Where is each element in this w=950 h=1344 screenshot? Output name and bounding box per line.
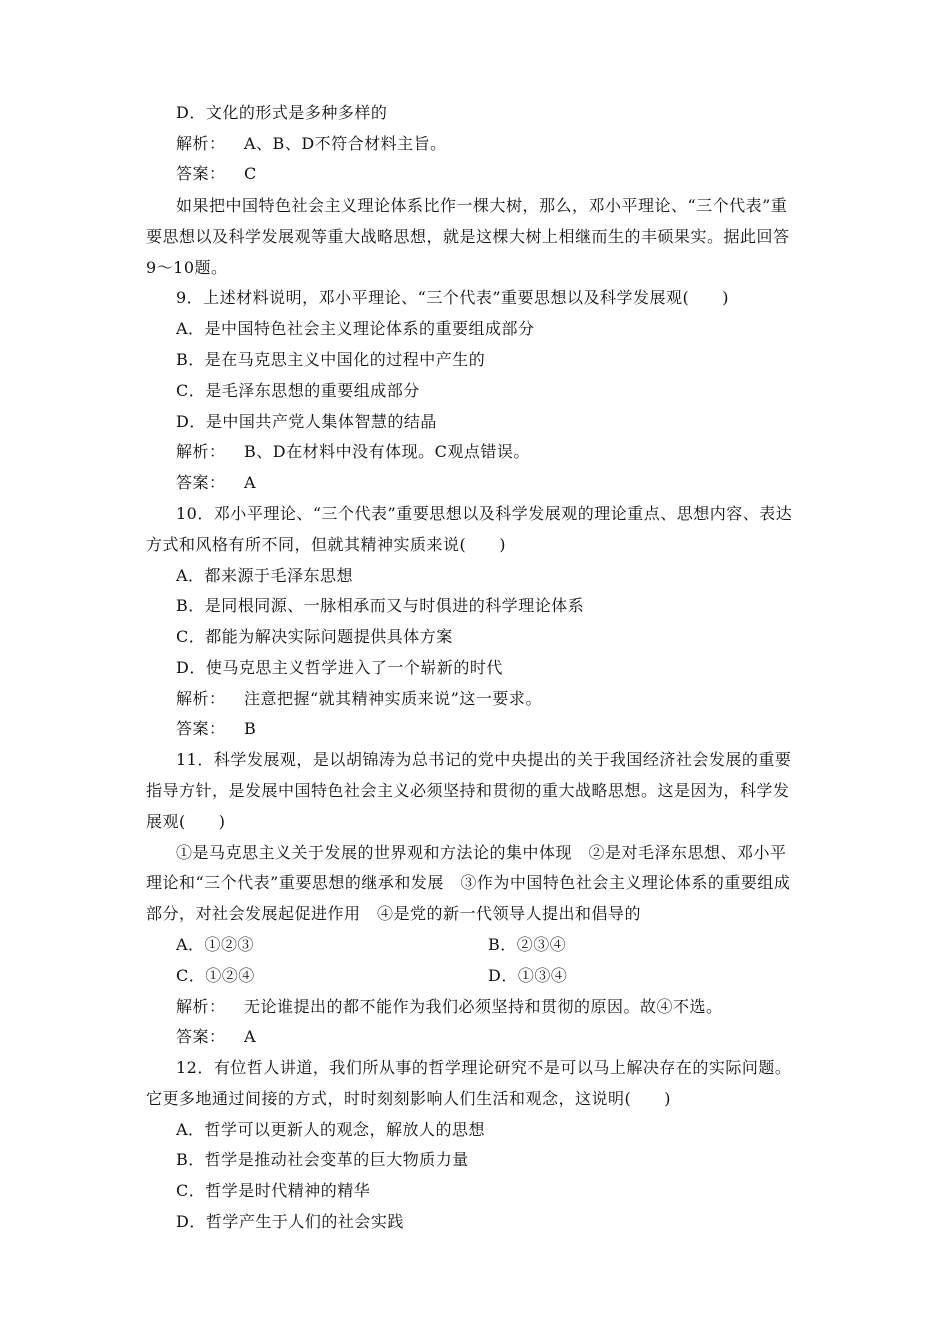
- q11-option-d: D．①③④: [488, 966, 568, 985]
- prev-answer: [176, 164, 257, 184]
- q10-stem-line-2: 方式和风格有所不同，但就其精神实质来说( ): [146, 535, 506, 554]
- q9-option-c: C．是毛泽东思想的重要组成部分: [176, 381, 420, 400]
- q9-option-d: D．是中国共产党人集体智慧的结晶: [176, 412, 437, 431]
- q11-statements-line-3: 部分，对社会发展起促进作用 ④是党的新一代领导人提出和倡导的: [146, 904, 642, 923]
- q9-analysis: [176, 442, 530, 462]
- q11-stem-line-3: 展观( ): [146, 812, 226, 831]
- analysis-text: B、D在材料中没有体现。C观点错误。: [244, 442, 530, 461]
- q11-option-a: A．①②③: [176, 935, 255, 954]
- analysis-label: 解析：: [176, 442, 226, 461]
- q12-option-d: D．哲学产生于人们的社会实践: [176, 1212, 404, 1231]
- q11-statements-line-2: 理论和“三个代表”重要思想的继承和发展 ③作为中国特色社会主义理论体系的重要组成: [146, 873, 791, 892]
- answer-label: 答案：: [176, 473, 226, 492]
- answer-label: 答案：: [176, 719, 226, 738]
- q10-option-d: D．使马克思主义哲学进入了一个崭新的时代: [176, 658, 503, 677]
- analysis-text: A、B、D不符合材料主旨。: [244, 134, 447, 153]
- analysis-label: 解析：: [176, 997, 226, 1016]
- q11-analysis: [176, 997, 723, 1017]
- q10-analysis: [176, 689, 542, 709]
- q10-option-a: A．都来源于毛泽东思想: [176, 566, 354, 585]
- q10-answer: [176, 719, 256, 739]
- answer-text: A: [244, 1027, 257, 1046]
- q9-option-b: B．是在马克思主义中国化的过程中产生的: [176, 350, 486, 369]
- answer-label: 答案：: [176, 164, 226, 183]
- q10-option-c: C．都能为解决实际问题提供具体方案: [176, 627, 453, 646]
- analysis-text: 无论谁提出的都不能作为我们必须坚持和贯彻的原因。故④不选。: [244, 997, 723, 1016]
- q11-statements-line-1: ①是马克思主义关于发展的世界观和方法论的集中体现 ②是对毛泽东思想、邓小平: [176, 843, 787, 862]
- answer-text: A: [244, 473, 257, 492]
- q11-option-c: C．①②④: [176, 966, 255, 985]
- q9-answer: [176, 473, 256, 493]
- analysis-label: 解析：: [176, 689, 226, 708]
- q12-option-b: B．哲学是推动社会变革的巨大物质力量: [176, 1150, 469, 1169]
- q11-option-b: B．②③④: [488, 935, 567, 954]
- q12-option-a: A．哲学可以更新人的观念，解放人的思想: [176, 1120, 486, 1139]
- q9-stem: 9．上述材料说明，邓小平理论、“三个代表”重要思想以及科学发展观( ): [176, 288, 730, 307]
- material-line-3: 9～10题。: [146, 258, 228, 277]
- analysis-text: 注意把握“就其精神实质来说”这一要求。: [244, 689, 542, 708]
- answer-text: B: [244, 719, 257, 738]
- prev-option-d: D．文化的形式是多种多样的: [176, 103, 388, 122]
- q10-stem-line-1: 10．邓小平理论、“三个代表”重要思想以及科学发展观的理论重点、思想内容、表达: [176, 504, 793, 523]
- prev-analysis: [176, 134, 447, 154]
- q10-option-b: B．是同根同源、一脉相承而又与时俱进的科学理论体系: [176, 596, 585, 615]
- material-line-1: 如果把中国特色社会主义理论体系比作一棵大树，那么，邓小平理论、“三个代表”重: [176, 196, 788, 215]
- q11-stem-line-2: 指导方针，是发展中国特色社会主义必须坚持和贯彻的重大战略思想。这是因为，科学发: [146, 781, 790, 800]
- q12-option-c: C．哲学是时代精神的精华: [176, 1181, 371, 1200]
- q11-stem-line-1: 11．科学发展观，是以胡锦涛为总书记的党中央提出的关于我国经济社会发展的重要: [176, 750, 792, 769]
- q12-stem-line-2: 它更多地通过间接的方式，时时刻刻影响人们生活和观念，这说明( ): [146, 1089, 671, 1108]
- answer-text: C: [244, 164, 257, 183]
- q11-answer: [176, 1027, 256, 1047]
- q12-stem-line-1: 12．有位哲人讲道，我们所从事的哲学理论研究不是可以马上解决存在的实际问题。: [176, 1058, 792, 1077]
- answer-label: 答案：: [176, 1027, 226, 1046]
- analysis-label: 解析：: [176, 134, 226, 153]
- material-line-2: 要思想以及科学发展观等重大战略思想，就是这棵大树上相继而生的丰硕果实。据此回答: [146, 227, 790, 246]
- q9-option-a: A．是中国特色社会主义理论体系的重要组成部分: [176, 319, 535, 338]
